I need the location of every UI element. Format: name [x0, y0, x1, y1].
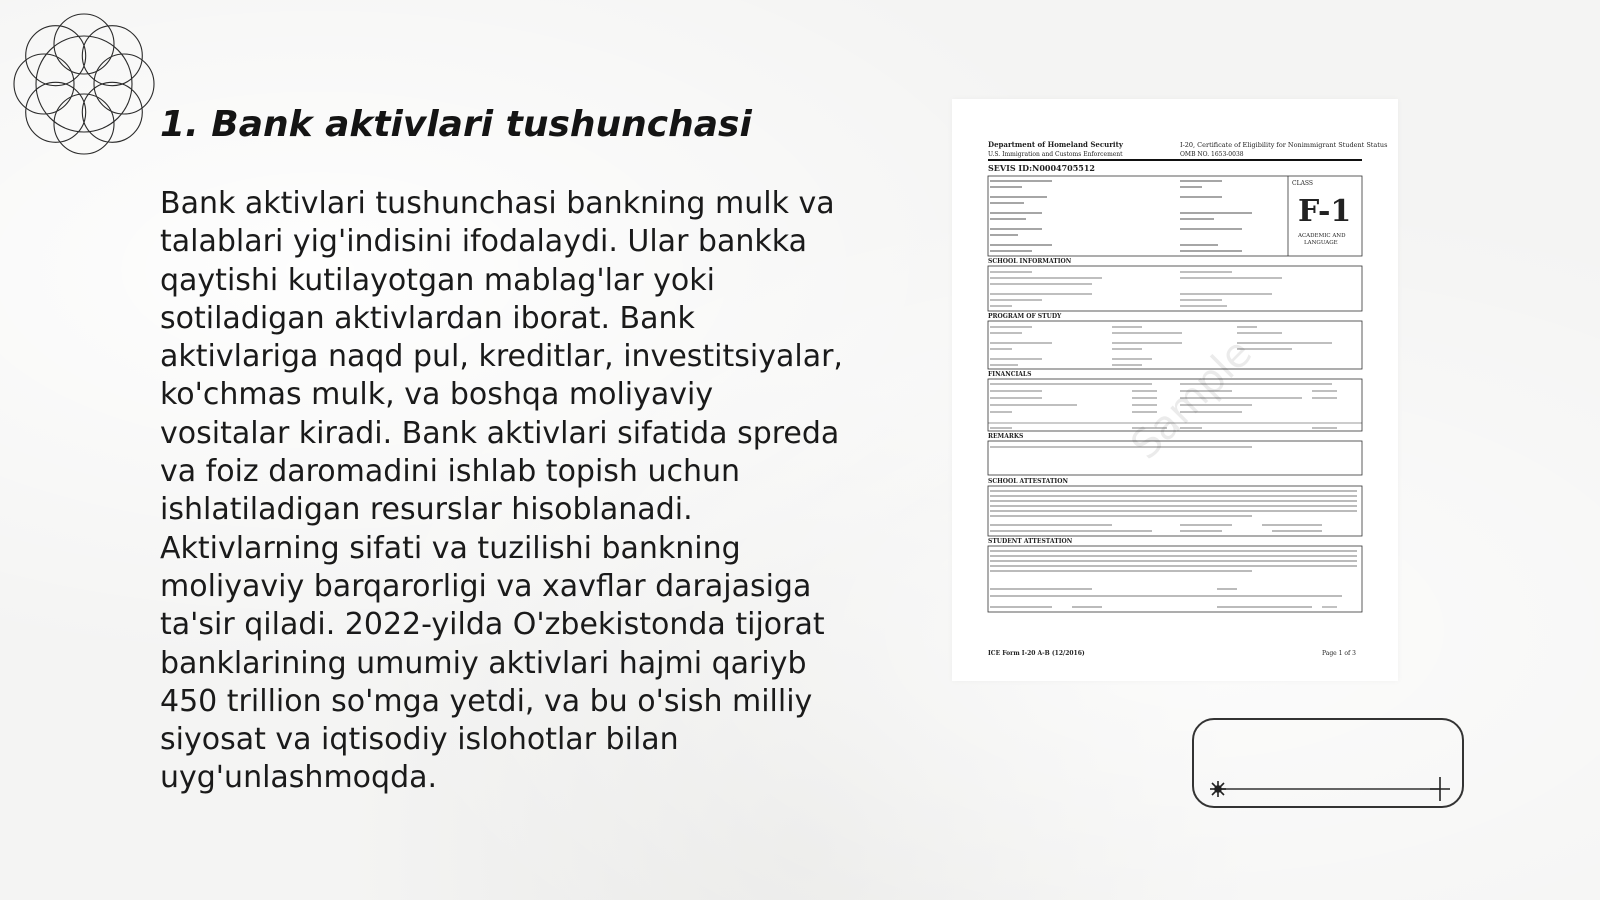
- doc-footer-left: ICE Form I-20 A-B (12/2016): [988, 650, 1085, 657]
- doc-header-left-2: U.S. Immigration and Customs Enforcement: [988, 151, 1123, 158]
- doc-watermark: Sample: [1122, 329, 1261, 469]
- doc-header-left-1: Department of Homeland Security: [988, 140, 1123, 149]
- slide-body-text: Bank aktivlari tushunchasi bankning mulk va talablari yig'indisini ifodalaydi. Ular bankka qaytishi kutilayotgan mablag'lar yoki sotiladigan aktivlardan iborat. Bank aktivlariga naqd pul, kreditlar, investitsiyalar, ko'chmas mulk, va boshqa moliyaviy vositalar kiradi. Bank aktivlari sifatida spreda va foiz daromadini ishlab topish uchun ishlatiladigan resurslar hisoblanadi. Aktivlarning sifati va tuzilishi bankning moliyaviy barqarorligi va xavflar darajasiga ta'sir qiladi. 2022-yilda O'zbekistonda tijorat banklarining umumiy aktivlari hajmi qariyb 450 trillion so'mga yetdi, va bu o'sish milliy siyosat va iqtisodiy islohotlar bilan uyg'unlashmoqda.: [160, 186, 843, 796]
- doc-section-program: PROGRAM OF STUDY: [988, 313, 1062, 320]
- doc-section-school-attestation: SCHOOL ATTESTATION: [988, 478, 1068, 485]
- slide-title: 1. Bank aktivlari tushunchasi: [160, 104, 752, 145]
- i20-form-image: [952, 99, 1398, 681]
- doc-section-school-info: SCHOOL INFORMATION: [988, 258, 1072, 265]
- doc-header-right-1: I-20, Certificate of Eligibility for Nonimmigrant Student Status: [1180, 141, 1388, 149]
- cross-star-icon: [1430, 777, 1450, 801]
- doc-class-sub-1: ACADEMIC AND: [1298, 233, 1346, 239]
- doc-header-right-2: OMB NO. 1653-0038: [1180, 151, 1244, 158]
- doc-sevis-id: N0004705512: [1032, 163, 1095, 173]
- decorative-line-box: [1192, 718, 1464, 808]
- doc-class-sub-2: LANGUAGE: [1304, 240, 1338, 246]
- doc-section-financials: FINANCIALS: [988, 371, 1032, 378]
- doc-sevis-label: SEVIS ID:: [988, 163, 1033, 173]
- doc-section-remarks: REMARKS: [988, 433, 1024, 440]
- circle-flower-icon: [10, 10, 158, 158]
- sparkle-icon: [1210, 781, 1226, 797]
- doc-class-value: F-1: [1298, 194, 1352, 229]
- doc-footer-right: Page 1 of 3: [1322, 650, 1356, 657]
- doc-class-label: CLASS: [1292, 180, 1314, 187]
- doc-section-student-attestation: STUDENT ATTESTATION: [988, 538, 1073, 545]
